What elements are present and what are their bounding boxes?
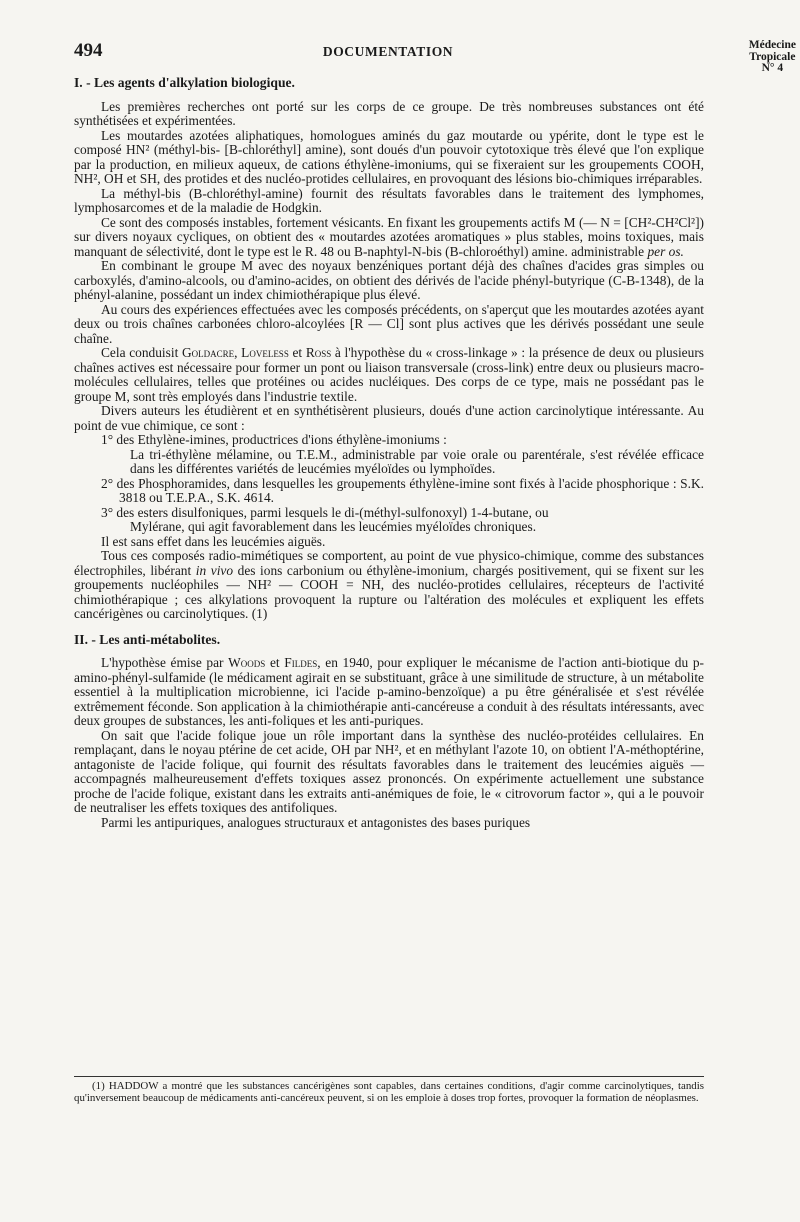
- text-run: des ions carbonium ou éthylène-imonium, chargés positivement, qui se fixent sur les groupements nucléophiles — NH² — COOH = NH, des nucléo-protides cellulaires, récepteurs de l'activité chimiothérapique ; ces alkylations provoquent la rupture ou l'altération des molécules et expliquent les effets cancérigènes ou carcinolytiques. (1): [74, 562, 704, 621]
- paragraph: [74, 216, 704, 260]
- author-name: Loveless: [241, 345, 289, 360]
- journal-line-1: Médecine: [748, 39, 796, 51]
- list-item-continuation: La tri-éthylène mélamine, ou T.E.M., administrable par voie orale ou parentérale, s'est révélée efficace dans les différentes variétés de leucémies myéloïdes ou lymphoïdes.: [130, 446, 704, 476]
- italic-text: in vivo: [195, 562, 234, 578]
- author-name: Woods: [228, 655, 266, 670]
- author-name: Goldacre: [181, 345, 235, 360]
- paragraph: Divers auteurs les étudièrent et en synthétisèrent plusieurs, doués d'une action carcinolytique intéressante. Au point de vue chimique, ce sont :: [74, 403, 704, 433]
- author-name: Fildes: [284, 655, 318, 670]
- paragraph: La méthyl-bis (B-chloréthyl-amine) fournit des résultats favorables dans le traitement des lymphomes, lymphosarcomes et de la maladie de Hodgkin.: [74, 185, 704, 215]
- list-item: 3° des esters disulfoniques, parmi lesquels le di-(méthyl-sulfonoxyl) 1-4-butane, ou: [101, 504, 549, 520]
- section-2-title: II. - Les anti-métabolites.: [74, 631, 221, 647]
- footnote-text: (1) HADDOW a montré que les substances cancérigènes sont capables, dans certaines conditions, d'agir comme carcinolytiques, tandis qu'inversement beaucoup de médicaments anti-cancéreux peuvent, si on les emploie à doses trop fortes, provoquer la formation de néoplasmes.: [74, 1080, 704, 1104]
- text-run: L'hypothèse émise par: [101, 655, 229, 670]
- paragraph: Les premières recherches ont porté sur les corps de ce groupe. De très nombreuses substances ont été synthétisées et expérimentées.: [74, 98, 704, 128]
- text-run: Tous ces composés radio-mimétiques se comportent, au point de vue physico-chimique, comme des substances électrophiles, libérant: [74, 548, 704, 578]
- body-text: [74, 76, 704, 830]
- footnote: [74, 1076, 704, 1104]
- list-item: 1° des Ethylène-imines, productrices d'ions éthylène-imoniums :: [101, 432, 447, 447]
- section-1-title: I. - Les agents d'alkylation biologique.: [74, 75, 295, 90]
- journal-name: [749, 40, 796, 75]
- journal-issue: N° 4: [761, 62, 784, 74]
- paragraph: Les moutardes azotées aliphatiques, homologues aminés du gaz moutarde ou ypérite, dont le type est le composé HN² (méthyl-bis- [B-chloréthyl] amine), sont doués d'un pouvoir cytotoxique très élevé que l'on explique par la production, en milieux aqueux, de cations éthylène-imoniums, qui se fixeraient sur les groupements COOH, NH², OH et SH, des protides et des nucléo-protides cellulaires, en provoquant des lésions bio-chimiques irréparables.: [74, 127, 704, 186]
- text-run: , en 1940, pour expliquer le mécanisme de l'action anti-biotique du p-amino-phényl-sulfamide (le médicament agirait en se substituant, grâce à une similitude de structure, à un métabolite essentiel à la multiplication microbienne, ici l'acide p-amino-benzoïque) a pu être généralisée et s'est révélée extrêmement féconde. Son application à la chimiothérapie anti-cancéreuse a conduit à des résultats intéressants, avec deux groupes de substances, les anti-foliques et les anti-puriques.: [74, 655, 704, 728]
- paragraph: [74, 549, 704, 622]
- paragraph: Au cours des expériences effectuées avec les composés précédents, on s'aperçut que les moutardes azotées ayant deux ou trois chaînes carbonées chloro-alcoylées [R — Cl] sont plus actives que les dérivés possédant une seule chaîne.: [74, 301, 704, 346]
- italic-text: per os.: [647, 243, 684, 259]
- paragraph: [74, 346, 704, 404]
- journal-line-2: Tropicale: [749, 50, 796, 63]
- list-item: 2° des Phosphoramides, dans lesquelles les groupements éthylène-imine sont fixés à l'acide phosphorique : S.K. 3818 ou T.E.P.A., S.K. 4614.: [101, 475, 704, 505]
- paragraph: Parmi les antipuriques, analogues structuraux et antagonistes des bases puriques: [101, 814, 531, 830]
- text-run: ,: [234, 345, 242, 360]
- paragraph: [74, 656, 704, 729]
- text-run: Ce sont des composés instables, fortement vésicants. En fixant les groupements actifs M (— N = [CH²-CH²Cl²]) sur divers noyaux cycliques, on obtient des « moutardes azotées aromatiques » plus stables, moins toxiques, mais manquant de sélectivité, dont le type est le R. 48 ou B-naphtyl-N-bis (B-chloroéthyl) amine. administrable: [74, 214, 704, 259]
- paragraph: On sait que l'acide folique joue un rôle important dans la synthèse des nucléo-protéides cellulaires. En remplaçant, dans le noyau ptérine de cet acide, OH par NH², et en méthylant l'azote 10, on obtient l'A-méthoptérine, antagoniste de l'acide folique, qui fournit des résultats favorables dans le traitement des leucémies aiguës — accompagnés malheureusement d'effets toxiques assez prononcés. On expérimente actuellement une substance proche de l'acide folique, existant dans les extraits anti-anémiques de foie, le « citrovorum factor », qui a le pouvoir de neutraliser les effets toxiques des antifoliques.: [74, 727, 704, 815]
- text-run: et: [265, 655, 285, 670]
- running-title: DOCUMENTATION: [322, 44, 454, 59]
- list-item-continuation: Mylérane, qui agit favorablement dans les leucémies myéloïdes chroniques.: [130, 519, 537, 534]
- author-name: Ross: [305, 345, 332, 360]
- text-run: Cela conduisit: [101, 345, 182, 360]
- text-run: et: [288, 345, 306, 360]
- page-number: 494: [74, 40, 103, 61]
- paragraph: Il est sans effet dans les leucémies aiguës.: [101, 533, 326, 549]
- text-run: à l'hypothèse du « cross-linkage » : la présence de deux ou plusieurs chaînes actives est nécessaire pour former un pont ou liaison transversale (cross-link) entre deux ou plusieurs macro-molécules cellulaires, telles que protéines ou acides nucléiques. Des corps de ce type, mais ne possédant pas le groupe M, sont très employés dans l'industrie textile.: [74, 345, 704, 404]
- paragraph: En combinant le groupe M avec des noyaux benzéniques portant déjà des chaînes d'acides gras simples ou carboxylés, d'amino-alcools, ou d'amino-acides, on obtient des dérivés de l'acide phényl-butyrique (C-B-1348), de la phényl-alanine, possédant un index chimiothérapique plus élevé.: [74, 258, 704, 302]
